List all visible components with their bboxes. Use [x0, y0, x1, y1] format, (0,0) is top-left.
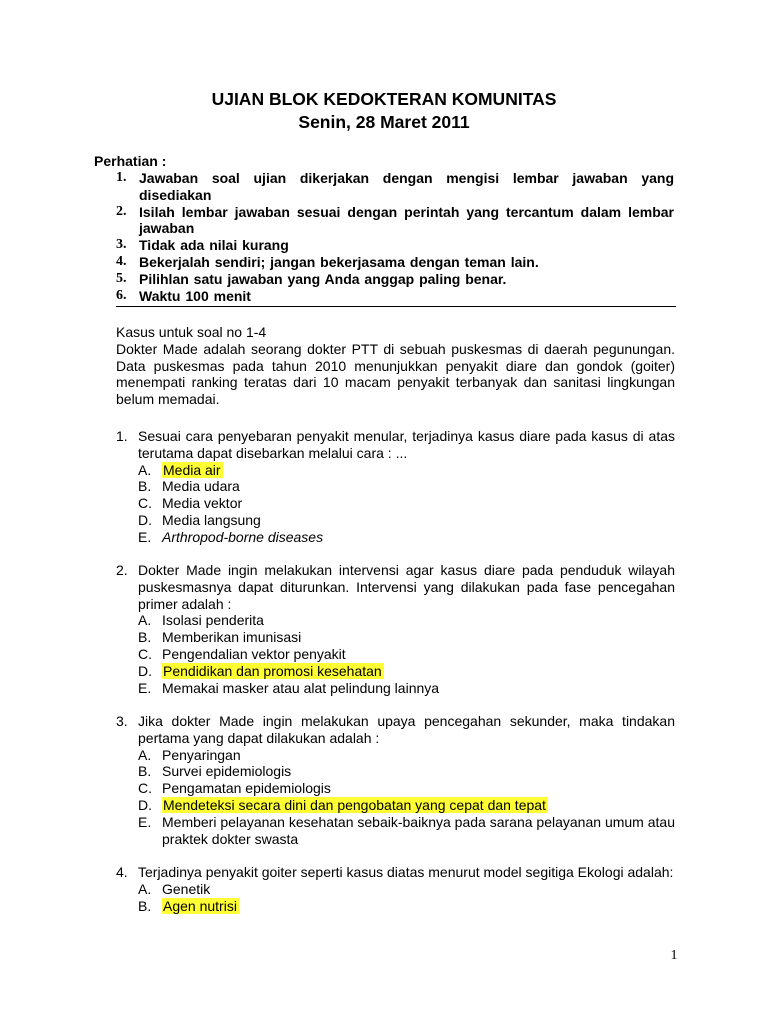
instruction-list	[94, 170, 674, 304]
question-stem	[116, 864, 675, 881]
section-divider	[116, 306, 676, 307]
answer-option	[116, 495, 675, 512]
option-letter: C.	[138, 495, 152, 512]
answer-option	[116, 814, 675, 848]
option-letter: A.	[138, 880, 152, 897]
instruction-number: 5.	[116, 270, 127, 286]
instruction-number: 3.	[116, 237, 127, 253]
question-stem	[116, 428, 675, 462]
instruction-number: 1.	[116, 170, 127, 185]
instruction-item	[94, 288, 674, 305]
option-text-highlighted: Pendidikan dan promosi kesehatan	[163, 662, 382, 679]
question-stem	[116, 713, 675, 747]
answer-option	[116, 529, 675, 546]
question-text: Terjadinya penyakit goiter seperti kasus diatas menurut model segitiga Ekologi adalah:	[138, 864, 674, 880]
answer-option	[116, 898, 675, 915]
option-text-highlighted: Mendeteksi secara dini dan pengobatan yang cepat dan tepat	[163, 796, 546, 813]
answer-option	[116, 747, 675, 764]
instruction-text: Isilah lembar jawaban sesuai dengan perintah yang tercantum dalam lembar jawaban	[139, 203, 674, 237]
option-letter: E.	[138, 528, 152, 545]
instruction-item	[94, 254, 674, 271]
question-1	[116, 428, 675, 546]
answer-option	[116, 797, 675, 814]
option-text: Memakai masker atau alat pelindung lainnya	[162, 679, 440, 696]
option-letter: D.	[138, 511, 152, 528]
answer-option	[116, 663, 675, 680]
option-text: Genetik	[162, 880, 211, 897]
question-text: Jika dokter Made ingin melakukan upaya pencegahan sekunder, maka tindakan pertama yang dapat dilakukan adalah :	[138, 713, 675, 746]
answer-option	[116, 512, 675, 529]
question-2	[116, 562, 675, 696]
answer-option	[116, 780, 675, 797]
option-text: Isolasi penderita	[162, 612, 264, 629]
question-text: Sesuai cara penyebaran penyakit menular, terjadinya kasus diare pada kasus di atas terutama dapat disebarkan melalui cara : ...	[138, 428, 675, 461]
option-text: Media langsung	[162, 511, 261, 528]
case-heading: Kasus untuk soal no 1-4	[116, 324, 267, 340]
instruction-number: 4.	[116, 253, 127, 269]
exam-date: Senin, 28 Maret 2011	[298, 112, 470, 132]
exam-title: UJIAN BLOK KEDOKTERAN KOMUNITAS	[211, 89, 557, 109]
option-letter: B.	[138, 478, 152, 495]
instruction-text: Jawaban soal ujian dikerjakan dengan mengisi lembar jawaban yang disediakan	[139, 170, 674, 203]
option-letter: A.	[138, 612, 152, 629]
answer-option	[116, 646, 675, 663]
option-letter: E.	[138, 679, 152, 696]
option-text-highlighted: Agen nutrisi	[163, 897, 237, 914]
instruction-text: Pilihlan satu jawaban yang Anda anggap paling benar.	[139, 270, 507, 287]
question-stem	[116, 562, 675, 612]
answer-option	[116, 763, 675, 780]
answer-option	[116, 462, 675, 479]
option-text: Arthropod-borne diseases	[162, 528, 324, 545]
instruction-item	[94, 237, 674, 254]
attention-label: Perhatian :	[94, 153, 167, 169]
option-text-highlighted: Media air	[163, 461, 221, 478]
answer-option	[116, 478, 675, 495]
question-number: 3.	[116, 713, 128, 729]
instruction-number: 6.	[116, 287, 127, 303]
question-4	[116, 864, 675, 914]
option-text: Memberi pelayanan kesehatan sebaik-baiknya pada sarana pelayanan umum atau praktek dokter swasta	[162, 813, 675, 847]
case-block	[116, 324, 675, 408]
option-text: Penyaringan	[162, 746, 241, 763]
question-number: 2.	[116, 562, 128, 578]
option-text: Pengamatan epidemiologis	[162, 780, 331, 797]
instruction-item	[94, 170, 674, 204]
answer-option	[116, 881, 675, 898]
option-text: Media vektor	[162, 495, 243, 512]
option-letter: B.	[138, 763, 152, 780]
instruction-item	[94, 271, 674, 288]
option-letter: D.	[138, 796, 152, 813]
option-text: Memberikan imunisasi	[162, 629, 302, 646]
page-number: 1	[670, 948, 678, 963]
option-text: Media udara	[162, 478, 240, 495]
option-letter: B.	[138, 897, 152, 914]
answer-option	[116, 629, 675, 646]
option-letter: C.	[138, 645, 152, 662]
question-number: 4.	[116, 864, 128, 880]
instruction-text: Bekerjalah sendiri; jangan bekerjasama dengan teman lain.	[139, 253, 539, 270]
answer-option	[116, 612, 675, 629]
option-text: Pengendalian vektor penyakit	[162, 645, 346, 662]
question-3	[116, 713, 675, 847]
instruction-item	[94, 204, 674, 238]
case-text: Dokter Made adalah seorang dokter PTT di sebuah puskesmas di daerah pegunungan. Data puskesmas pada tahun 2010 menunjukkan penyakit diare dan gondok (goiter) menempati ranking teratas dari 10 macam penyakit terbanyak dan sanitasi lingkungan belum memadai.	[116, 340, 675, 408]
question-text: Dokter Made ingin melakukan intervensi agar kasus diare pada penduduk wilayah puskesmasnya dapat diturunkan. Intervensi yang dilakukan pada fase pencegahan primer adalah :	[138, 562, 675, 612]
option-letter: C.	[138, 780, 152, 797]
option-text: Survei epidemiologis	[162, 763, 292, 780]
option-letter: B.	[138, 629, 152, 646]
option-letter: D.	[138, 662, 152, 679]
instruction-number: 2.	[116, 203, 127, 219]
option-letter: A.	[138, 746, 152, 763]
answer-option	[116, 680, 675, 697]
option-letter: A.	[138, 461, 152, 478]
option-letter: E.	[138, 813, 152, 830]
instruction-text: Tidak ada nilai kurang	[139, 237, 289, 254]
question-number: 1.	[116, 428, 128, 444]
instruction-text: Waktu 100 menit	[139, 287, 251, 304]
